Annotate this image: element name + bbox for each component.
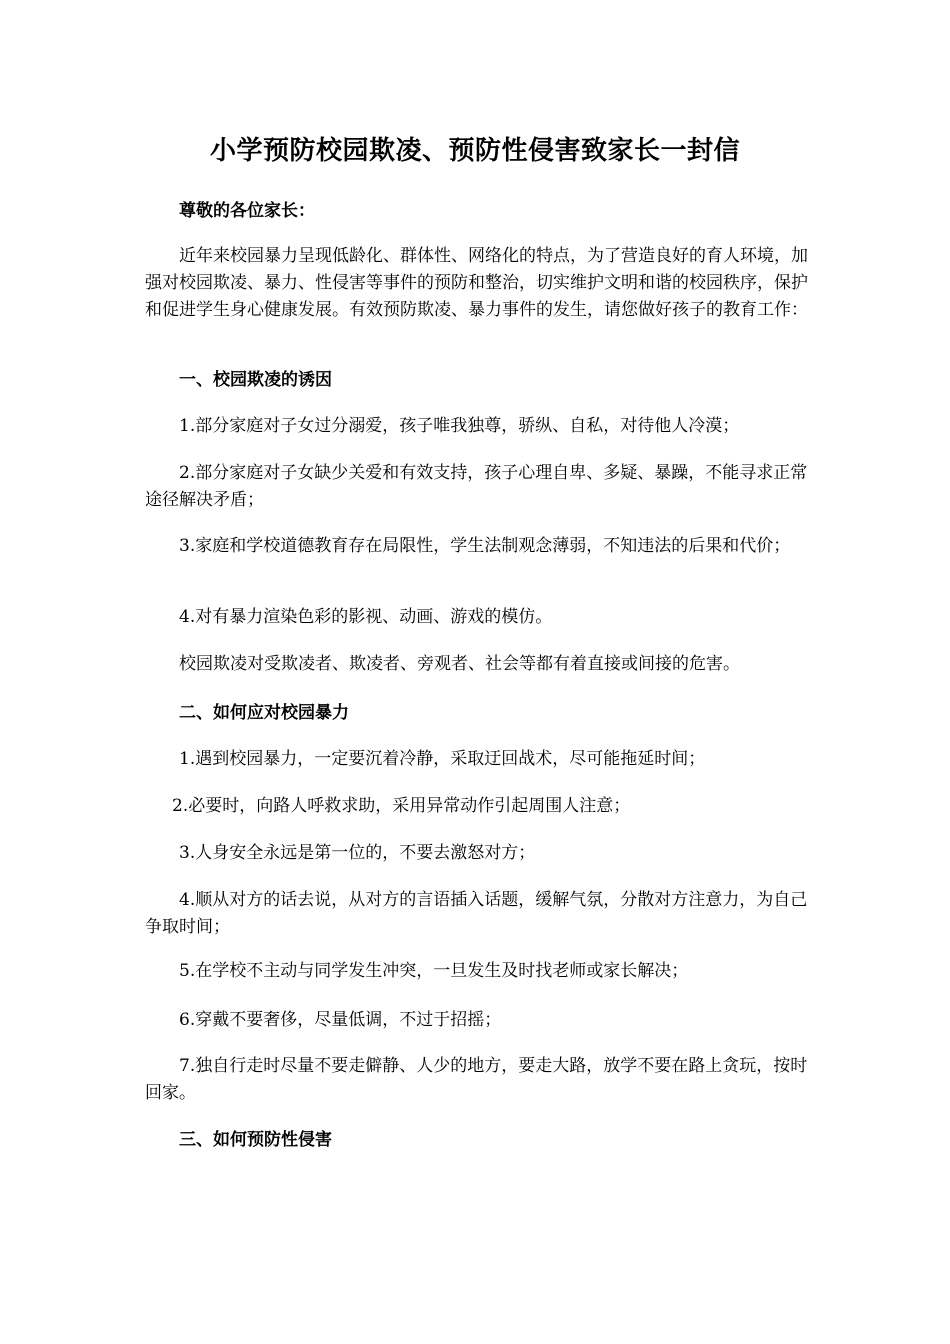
- section1-item-4: 4.对有暴力渲染色彩的影视、动画、游戏的模仿。: [179, 607, 553, 627]
- section1-item-2: 2.部分家庭对子女缺少关爱和有效支持，孩子心理自卑、多疑、暴躁，不能寻求正常途径解决矛盾；: [145, 463, 808, 510]
- section1-item-3: 3.家庭和学校道德教育存在局限性，学生法制观念薄弱，不知违法的后果和代价；: [179, 536, 791, 556]
- greeting: 尊敬的各位家长：: [179, 201, 315, 221]
- section3-heading: 三、如何预防性侵害: [179, 1130, 332, 1150]
- section1-item-1: 1.部分家庭对子女过分溺爱，孩子唯我独尊，骄纵、自私，对待他人冷漠；: [179, 416, 740, 436]
- section2-item-5: 5.在学校不主动与同学发生冲突，一旦发生及时找老师或家长解决；: [179, 961, 689, 981]
- section1-summary: 校园欺凌对受欺凌者、欺凌者、旁观者、社会等都有着直接或间接的危害。: [179, 654, 740, 674]
- section2-item-6: 6.穿戴不要奢侈，尽量低调，不过于招摇；: [179, 1010, 502, 1030]
- section2-heading: 二、如何应对校园暴力: [179, 703, 349, 723]
- section2-item-2: 2.必要时，向路人呼救求助，采用异常动作引起周围人注意；: [172, 796, 631, 816]
- section1-heading: 一、校园欺凌的诱因: [179, 370, 332, 390]
- document-title: 小学预防校园欺凌、预防性侵害致家长一封信: [209, 136, 740, 166]
- section2-item-1: 1.遇到校园暴力，一定要沉着冷静，采取迂回战术，尽可能拖延时间；: [179, 749, 706, 769]
- section2-item-3: 3.人身安全永远是第一位的，不要去激怒对方；: [179, 843, 536, 863]
- intro-paragraph: 近年来校园暴力呈现低龄化、群体性、网络化的特点，为了营造良好的育人环境，加强对校园欺凌、暴力、性侵害等事件的预防和整治，切实维护文明和谐的校园秩序，保护和促进学生身心健康发展。有效预防欺凌、暴力事件的发生，请您做好孩子的教育工作：: [145, 246, 808, 320]
- section2-item-4: 4.顺从对方的话去说，从对方的言语插入话题，缓解气氛，分散对方注意力，为自己争取时间；: [145, 890, 808, 937]
- section2-item-7: 7.独自行走时尽量不要走僻静、人少的地方，要走大路，放学不要在路上贪玩，按时回家。: [145, 1056, 808, 1103]
